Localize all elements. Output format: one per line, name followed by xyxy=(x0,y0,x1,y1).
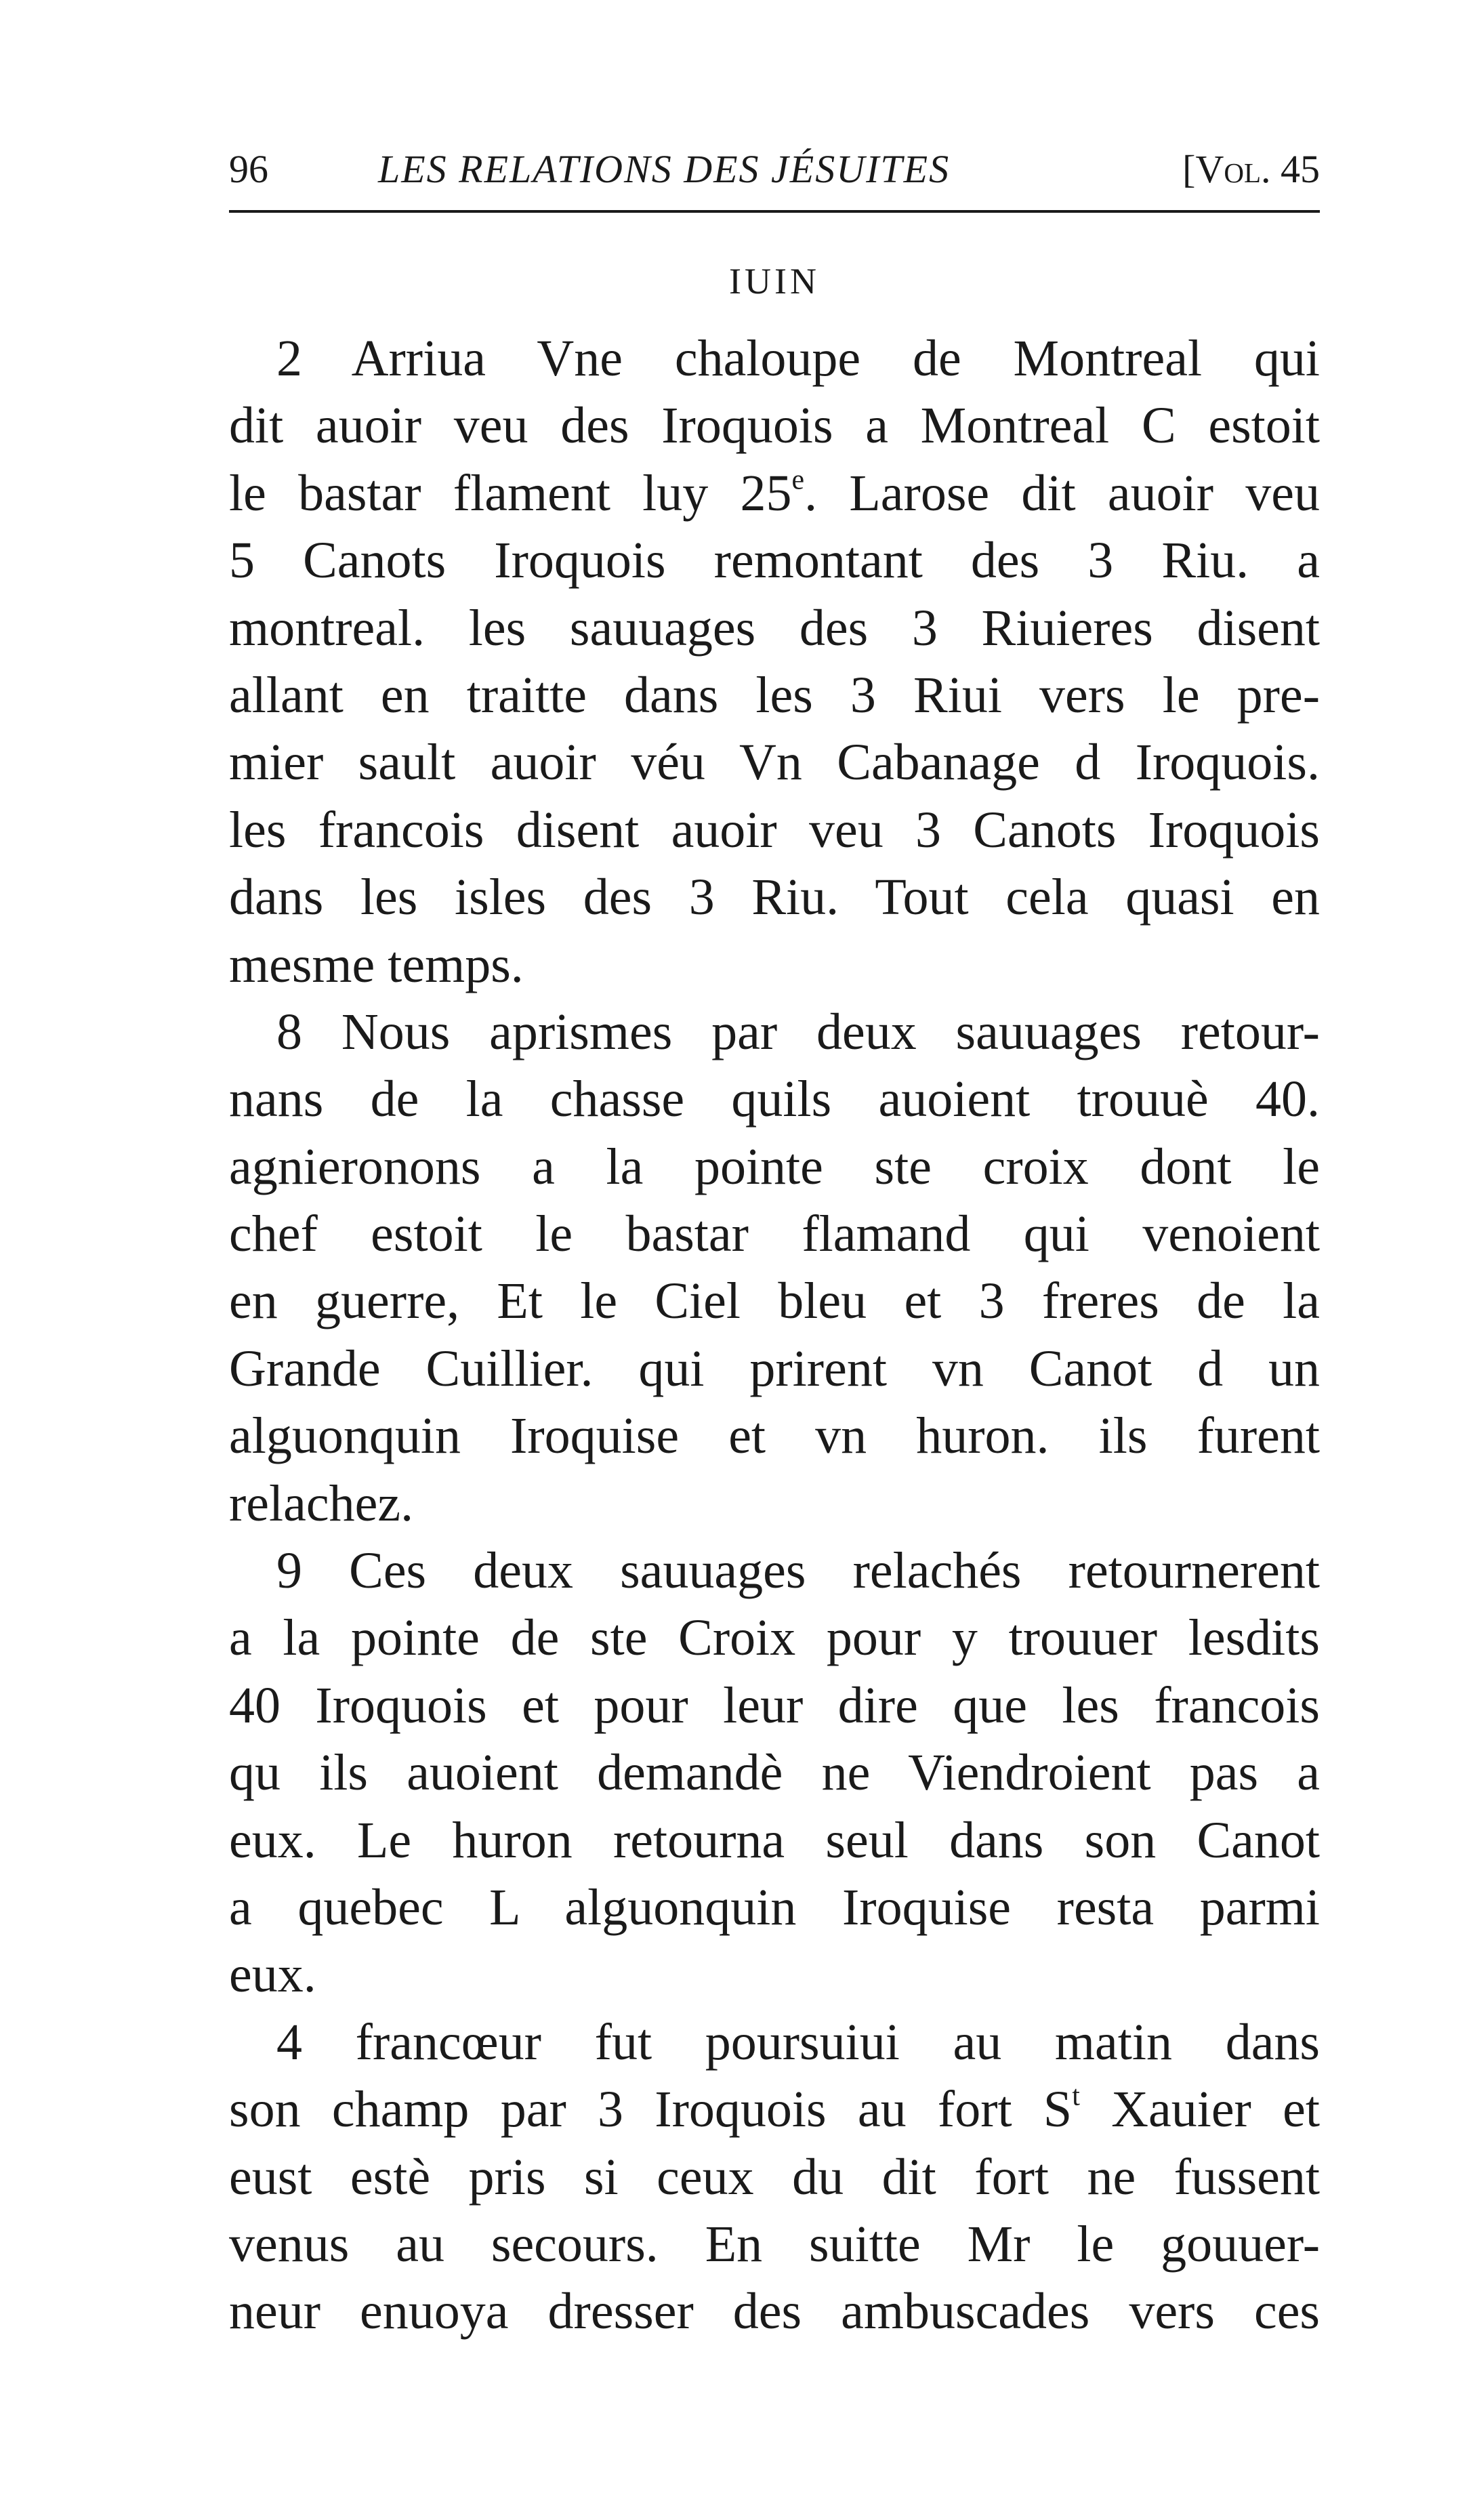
text-line: eux. Le huron retourna seul dans son Canot xyxy=(229,1811,1320,1869)
text-line: alguonquin Iroquise et vn huron. ils furent xyxy=(229,1407,1320,1465)
text-line: dans les isles des 3 Riu. Tout cela quasi en xyxy=(229,869,1320,926)
text-line: les francois disent auoir veu 3 Canots Iroquois xyxy=(229,801,1320,859)
volume-label: [Vol. 45 xyxy=(1182,147,1320,191)
text-line: a la pointe de ste Croix pour y trouuer lesdits xyxy=(229,1609,1320,1667)
text-line: a quebec L alguonquin Iroquise resta parmi xyxy=(229,1878,1320,1936)
text-line: venus au secours. En suitte Mr le gouuer- xyxy=(229,2215,1320,2273)
superscript: t xyxy=(1072,2080,1080,2112)
body-text xyxy=(229,325,1320,2346)
section-heading: IUIN xyxy=(729,261,820,302)
text-line: 2 Arriua Vne chaloupe de Montreal qui xyxy=(276,330,1320,387)
running-header xyxy=(229,142,1320,197)
text-line: dit auoir veu des Iroquois a Montreal C estoit xyxy=(229,397,1320,455)
text-line: Grande Cuillier. qui prirent vn Canot d un xyxy=(229,1340,1320,1397)
text-line-part: son champ par 3 Iroquois au fort S xyxy=(229,2081,1073,2139)
page-number: 96 xyxy=(229,147,268,191)
text-line: agnieronons a la pointe ste croix dont le xyxy=(229,1138,1320,1195)
text-line: 5 Canots Iroquois remontant des 3 Riu. a xyxy=(229,532,1320,590)
text-line: eux. xyxy=(229,1946,316,2004)
text-line xyxy=(229,460,1320,527)
text-line: qu ils auoient demandè ne Viendroient pas a xyxy=(229,1744,1320,1802)
superscript: e xyxy=(791,464,805,496)
text-line: 4 francœur fut poursuiui au matin dans xyxy=(276,2013,1320,2071)
text-line: chef estoit le bastar flamand qui venoient xyxy=(229,1205,1320,1263)
text-line: 8 Nous aprismes par deux sauuages retour- xyxy=(276,1003,1320,1060)
text-line: nans de la chasse quils auoient trouuè 40. xyxy=(229,1071,1320,1128)
text-line-part: Xauier et xyxy=(1079,2081,1320,2139)
text-line-part: . Larose dit auoir veu xyxy=(804,464,1320,522)
text-line: mesme temps. xyxy=(229,936,524,993)
text-line xyxy=(229,2076,1320,2143)
text-line: 40 Iroquois et pour leur dire que les francois xyxy=(229,1676,1320,1734)
text-line: 9 Ces deux sauuages relachés retournerent xyxy=(276,1542,1320,1600)
header-rule xyxy=(229,210,1320,213)
text-line: allant en traitte dans les 3 Riui vers le pre- xyxy=(229,666,1320,724)
text-line-part: le bastar flament luy 25 xyxy=(229,464,792,522)
text-line: mier sault auoir véu Vn Cabanage d Iroquois. xyxy=(229,734,1320,791)
text-line: eust estè pris si ceux du dit fort ne fussent xyxy=(229,2148,1320,2206)
text-line: neur enuoya dresser des ambuscades vers ces xyxy=(229,2283,1320,2340)
running-title: LES RELATIONS DES JÉSUITES xyxy=(378,147,951,191)
text-line: montreal. les sauuages des 3 Riuieres disent xyxy=(229,599,1320,657)
text-line: relachez. xyxy=(229,1474,414,1532)
text-line: en guerre, Et le Ciel bleu et 3 freres de la xyxy=(229,1273,1320,1330)
